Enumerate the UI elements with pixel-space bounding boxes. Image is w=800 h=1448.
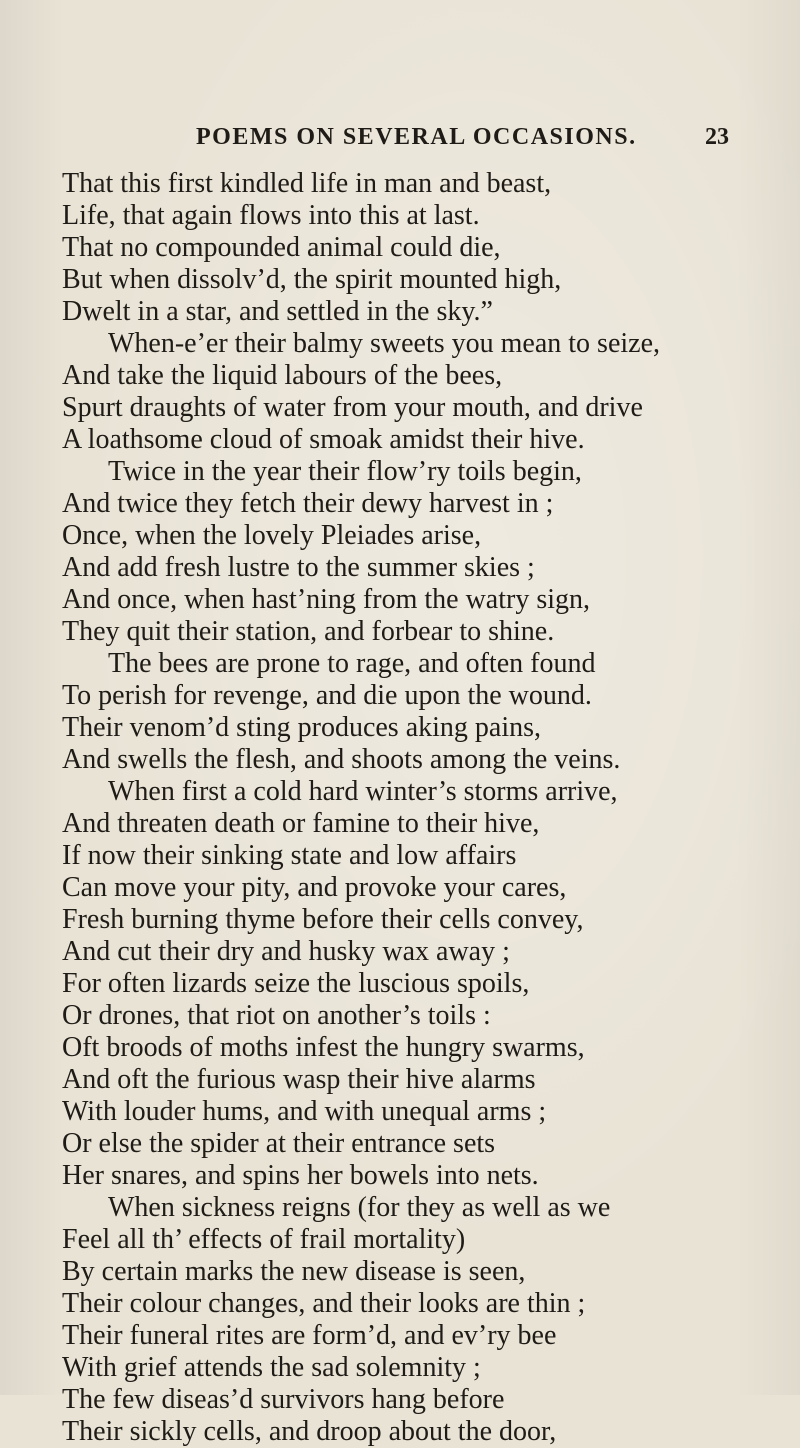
poem-line: Their sickly cells, and droop about the door, <box>62 1416 557 1447</box>
poem-line: Or drones, that riot on another’s toils : <box>62 1000 491 1031</box>
poem-line: When sickness reigns (for they as well as we <box>108 1192 611 1223</box>
poem-line: And take the liquid labours of the bees, <box>62 360 503 391</box>
poem-line: And cut their dry and husky wax away ; <box>62 936 510 967</box>
poem-line: To perish for revenge, and die upon the wound. <box>62 680 592 711</box>
poem-line: Dwelt in a star, and settled in the sky.” <box>62 296 493 327</box>
poem-line: And oft the furious wasp their hive alarms <box>62 1064 536 1095</box>
poem-line: Fresh burning thyme before their cells convey, <box>62 904 584 935</box>
poem-line: Can move your pity, and provoke your cares, <box>62 872 567 903</box>
poem-line: They quit their station, and forbear to shine. <box>62 616 555 647</box>
poem-line: Once, when the lovely Pleiades arise, <box>62 520 482 551</box>
poem-line: Twice in the year their flow’ry toils begin, <box>108 456 582 487</box>
poem-line: When-e’er their balmy sweets you mean to seize, <box>108 328 661 359</box>
poem-line: And twice they fetch their dewy harvest in ; <box>62 488 554 519</box>
poem-line: That this first kindled life in man and beast, <box>62 168 552 199</box>
poem-line: With grief attends the sad solemnity ; <box>62 1352 481 1383</box>
poem-line: That no compounded animal could die, <box>62 232 501 263</box>
running-head: POEMS ON SEVERAL OCCASIONS. <box>196 124 637 150</box>
poem-line: Their colour changes, and their looks are thin ; <box>62 1288 586 1319</box>
poem-line: Feel all th’ effects of frail mortality) <box>62 1224 466 1255</box>
poem-line: Her snares, and spins her bowels into nets. <box>62 1160 539 1191</box>
poem-line: Oft broods of moths infest the hungry swarms, <box>62 1032 585 1063</box>
poem-line: With louder hums, and with unequal arms ; <box>62 1096 547 1127</box>
poem-line: If now their sinking state and low affairs <box>62 840 517 871</box>
poem-line: When first a cold hard winter’s storms arrive, <box>108 776 618 807</box>
poem-line: The bees are prone to rage, and often found <box>108 648 596 679</box>
poem-line: Spurt draughts of water from your mouth, and drive <box>62 392 643 423</box>
poem-line: By certain marks the new disease is seen, <box>62 1256 526 1287</box>
poem-line: Or else the spider at their entrance sets <box>62 1128 496 1159</box>
page-header <box>0 124 800 154</box>
poem-line: Their venom’d sting produces aking pains, <box>62 712 542 743</box>
page-number: 23 <box>705 124 729 150</box>
poem-line: And add fresh lustre to the summer skies ; <box>62 552 535 583</box>
poem-line: And once, when hast’ning from the watry sign, <box>62 584 590 615</box>
poem-line: Their funeral rites are form’d, and ev’ry bee <box>62 1320 557 1351</box>
poem-line: For often lizards seize the luscious spoils, <box>62 968 530 999</box>
poem-line: But when dissolv’d, the spirit mounted high, <box>62 264 562 295</box>
poem-line: A loathsome cloud of smoak amidst their hive. <box>62 424 585 455</box>
poem-line: And swells the flesh, and shoots among the veins. <box>62 744 621 775</box>
poem-line: The few diseas’d survivors hang before <box>62 1384 505 1415</box>
poem-line: And threaten death or famine to their hive, <box>62 808 540 839</box>
poem-line: Life, that again flows into this at last. <box>62 200 480 231</box>
